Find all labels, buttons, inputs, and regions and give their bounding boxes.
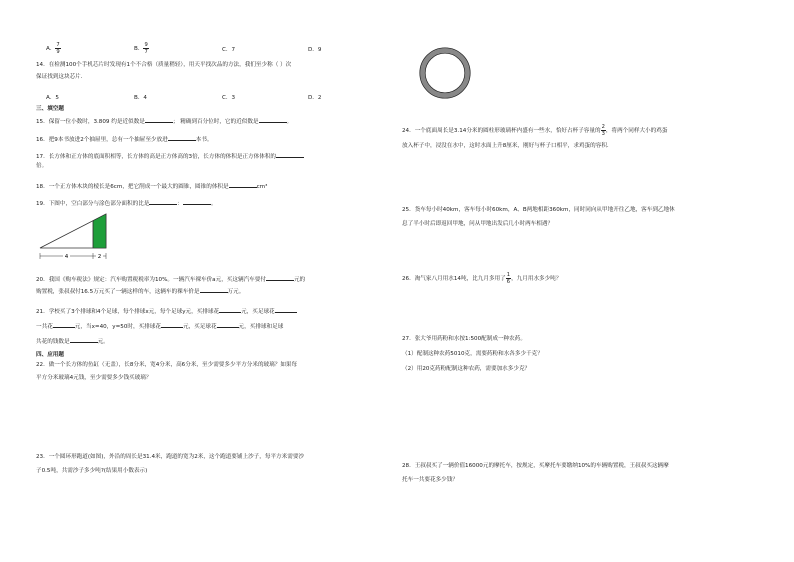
q21-blank-3[interactable] [53, 321, 75, 328]
q21-blank-5[interactable] [217, 321, 239, 328]
q24-line2: 放入杯子中，浸没在水中，这时水面上升8厘米，刚好与杯子口相平，求鸡蛋的容积． [402, 143, 613, 149]
shaded-region [93, 214, 106, 248]
q21-blank-6[interactable] [70, 336, 98, 343]
q14-option-d: D．2 [308, 95, 322, 101]
q15: 15．保留一位小数时，3.809 约是近似数是 ； 精确到百分位时，它的近似数是 。 [36, 116, 292, 127]
q20-line2: 购置税，张叔叔付16.5万元买了一辆这样的车，这辆车的裸车价是 万元。 [36, 286, 244, 297]
q14-line2: 保证找到这块芯片． [36, 74, 87, 80]
q22-line2: 平方分米玻璃4元钱，至少需要多少钱买玻璃？ [36, 375, 152, 381]
q24-line1: 24．一个底面周长是3.14分米的圆柱形玻璃杯内盛有一些水，恰好占杯子容量的 $\frac{2}{3}$ ，将两个同样大小的鸡蛋 [402, 124, 668, 137]
ring-outer-edge [420, 48, 470, 98]
q15-blank-2[interactable] [259, 116, 287, 123]
q16: 16．把9本书放进2个抽屉里，总有一个抽屉至少放进 本书。 [36, 134, 213, 145]
q19: 19．下图中，空白部分与涂色部分面积的比是 ： 。 [36, 198, 217, 209]
q13-a-fraction: $\frac{7}{9}$ [56, 42, 60, 55]
q19-triangle-figure [36, 212, 116, 262]
q19-blank-1[interactable] [149, 198, 177, 205]
q13-option-a: A． $\frac{7}{9}$ [46, 42, 60, 55]
q20-blank-1[interactable] [266, 274, 294, 281]
q18: 18．一个正方体木块的棱长是6cm，把它削成一个最大的圆锥，圆锥的体积是 cm³ [36, 181, 267, 192]
q23-line2: 子0.5吨，共需沙子多少吨?(结果用小数表示) [36, 468, 148, 474]
q28-line2: 托车一共要花多少钱？ [402, 477, 458, 483]
ring-track-figure [418, 46, 472, 100]
q26-fraction: $\frac{1}{6}$ [506, 272, 511, 285]
q27-sub1: （1）配制这种农药5010克，需要药粉和水各多少千克？ [402, 351, 543, 357]
section-4-heading: 四、应用题 [36, 352, 64, 358]
q13-b-fraction: $\frac{9}{7}$ [144, 42, 148, 55]
q25-line2: 息了半小时后即返回甲地，问从甲地出发后几小时两车相遇？ [402, 221, 554, 227]
q15-blank-1[interactable] [145, 116, 173, 123]
ring-band [423, 51, 468, 96]
q14-option-b: B．4 [134, 95, 147, 101]
right-length-label: 2 [97, 254, 102, 260]
q27-sub2: （2）用20克药粉配制这种农药，需要加水多少克？ [402, 366, 531, 372]
q13-option-d: D．9 [308, 47, 322, 53]
q24-fraction: $\frac{2}{3}$ [601, 124, 605, 137]
q25-line1: 25．货车每小时40km，客车每小时60km，A、B两地相距360km，同时同向从甲地开往乙地，客车到乙地休 [402, 207, 675, 213]
q21-blank-4[interactable] [161, 321, 183, 328]
section-3-heading: 三、填空题 [36, 106, 64, 112]
q21-line2: 一共花 元，当x=40，y=50时，买排球花 元，买足球花 元，买排球和足球 [36, 321, 283, 332]
q21-line3: 共花的钱数是 元。 [36, 336, 109, 347]
q20-line1: 20．我国《购车税法》规定：汽车购置税税率为10%。一辆汽车裸车价a元，买这辆汽车要付 元的 [36, 274, 305, 285]
q23-line1: 23．一个圆环形跑道(如图)，外沿的周长是31.4米，跑道的宽为2米，这个跑道要铺上沙子，每平方米需要沙 [36, 454, 305, 460]
q21-blank-2[interactable] [275, 306, 297, 313]
q26: 26．淘气家八月用水14吨，比九月多用了 $\frac{1}{6}$ ，九月用水多少吨？ [402, 272, 562, 285]
q14-line1: 14．在检测100个手机芯片时发现有1个不合格（质量稍轻），用天平找次品的方法，我们至少称（ ）次 [36, 62, 292, 68]
q17-line2: 倍。 [36, 163, 48, 169]
q19-blank-2[interactable] [183, 198, 211, 205]
q20-blank-2[interactable] [200, 286, 228, 293]
q13-option-b: B． $\frac{9}{7}$ [134, 42, 148, 55]
q14-option-c: C．3 [222, 95, 236, 101]
q21-blank-1[interactable] [219, 306, 241, 313]
left-length-label: 4 [64, 254, 69, 260]
q28-line1: 28．王叔叔买了一辆价值16000元的摩托车，按规定，买摩托车要缴纳10%的车辆购置税，王叔叔买这辆摩 [402, 463, 669, 469]
q17-line1: 17．长方体和正方体的底面积相等，长方体的高是正方体高的3倍，长方体的体积是正方体体积的 [36, 151, 304, 162]
q22-line1: 22．做一个长方体的鱼缸（无盖），长8分米，宽4分米，高6分米，至少需要多少平方分米的玻璃？如果每 [36, 362, 298, 368]
ring-inner-edge [425, 53, 465, 93]
q14-option-a: A．5 [46, 95, 59, 101]
q18-blank[interactable] [229, 181, 257, 188]
q17-blank[interactable] [276, 151, 304, 158]
q27-line1: 27．张大爷用药粉和水按1:500配制成一种农药。 [402, 336, 526, 342]
q13-option-c: C．7 [222, 47, 236, 53]
q21-line1: 21．学校买了3个排球和4个足球，每个排球x元，每个足球y元，买排球花 元，买足球花 [36, 306, 297, 317]
q16-blank[interactable] [168, 134, 196, 141]
